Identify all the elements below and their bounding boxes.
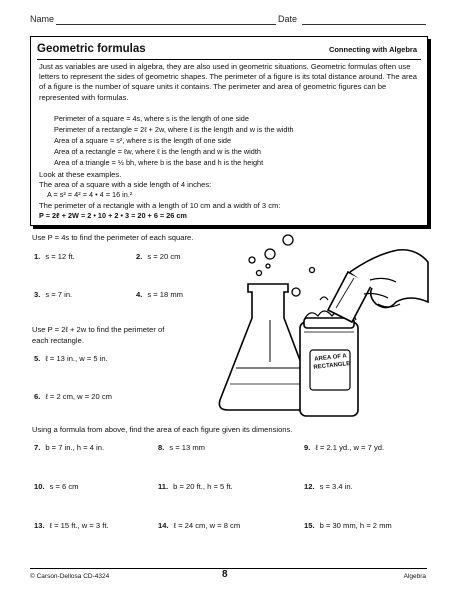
problem-number: 6. xyxy=(34,392,41,401)
section1-instruction: Use P = 4s to find the perimeter of each square. xyxy=(32,233,194,242)
section2-instruction: Use P = 2ℓ + 2w to find the perimeter of each rectangle. xyxy=(32,325,165,345)
date-label: Date xyxy=(278,14,298,24)
problem-3[interactable] xyxy=(34,290,72,299)
problem-text: b = 20 ft., h = 5 ft. xyxy=(173,482,233,491)
name-label: Name xyxy=(30,14,55,24)
problem-text: ℓ = 15 ft., w = 3 ft. xyxy=(49,521,109,530)
problem-number: 13. xyxy=(34,521,45,530)
problem-number: 7. xyxy=(34,443,41,452)
name-line[interactable] xyxy=(56,24,276,25)
formula-4: Area of a rectangle = ℓw, where ℓ is the length and w is the width xyxy=(54,147,261,156)
problem-number: 8. xyxy=(158,443,165,452)
problem-text: s = 7 in. xyxy=(45,290,73,299)
problem-10[interactable] xyxy=(34,482,78,491)
problem-9[interactable] xyxy=(304,443,384,452)
example-1-calc: A = s² = 4² = 4 • 4 = 16 in.² xyxy=(47,190,133,199)
formula-5: Area of a triangle = ½ bh, where b is the base and h is the height xyxy=(54,158,264,167)
example-2-text: The perimeter of a rectangle with a length of 10 cm and a width of 3 cm: xyxy=(39,201,281,210)
problem-text: ℓ = 13 in., w = 5 in. xyxy=(45,354,108,363)
problem-text: s = 20 cm xyxy=(147,252,181,261)
hand-with-beaker-icon xyxy=(328,250,428,322)
box-tag: Connecting with Algebra xyxy=(328,45,417,54)
problem-6[interactable] xyxy=(34,392,112,401)
problem-11[interactable] xyxy=(158,482,233,491)
problem-text: ℓ = 2 cm, w = 20 cm xyxy=(45,392,112,401)
problem-4[interactable] xyxy=(136,290,183,299)
box-title: Geometric formulas xyxy=(37,43,146,55)
problem-number: 2. xyxy=(136,252,143,261)
footer-divider xyxy=(30,568,427,569)
lab-illustration xyxy=(200,232,430,422)
footer-subject: Algebra xyxy=(403,573,426,580)
problem-1[interactable] xyxy=(34,252,75,261)
problem-number: 9. xyxy=(304,443,311,452)
page-number: 8 xyxy=(222,569,228,580)
problem-13[interactable] xyxy=(34,521,109,530)
problem-number: 5. xyxy=(34,354,41,363)
problem-text: s = 3.4 in. xyxy=(319,482,353,491)
problem-number: 12. xyxy=(304,482,315,491)
problem-text: b = 7 in., h = 4 in. xyxy=(45,443,105,452)
problem-5[interactable] xyxy=(34,354,108,363)
problem-7[interactable] xyxy=(34,443,104,452)
section3-instruction: Using a formula from above, find the area of each figure given its dimensions. xyxy=(32,425,293,434)
problem-text: s = 13 mm xyxy=(169,443,206,452)
problem-15[interactable] xyxy=(304,521,392,530)
formula-1: Perimeter of a square = 4s, where s is the length of one side xyxy=(54,114,249,123)
problem-text: ℓ = 24 cm, w = 8 cm xyxy=(173,521,241,530)
problem-number: 10. xyxy=(34,482,45,491)
problem-text: s = 18 mm xyxy=(147,290,184,299)
problem-12[interactable] xyxy=(304,482,353,491)
problem-text: s = 6 cm xyxy=(49,482,79,491)
problem-text: b = 30 mm, h = 2 mm xyxy=(319,521,392,530)
jar-label-text: AREA OF A RECTANGLE xyxy=(313,353,351,371)
formula-3: Area of a square = s², where s is the length of one side xyxy=(54,136,232,145)
problem-2[interactable] xyxy=(136,252,180,261)
problem-number: 14. xyxy=(158,521,169,530)
problem-number: 15. xyxy=(304,521,315,530)
look-text: Look at these examples. xyxy=(39,170,122,179)
problem-number: 3. xyxy=(34,290,41,299)
problem-number: 4. xyxy=(136,290,143,299)
footer-copyright: © Carson-Dellosa CD-4324 xyxy=(30,573,110,580)
formula-2: Perimeter of a rectangle = 2ℓ + 2w, where ℓ is the length and w is the width xyxy=(54,125,294,134)
problem-number: 11. xyxy=(158,482,169,491)
problem-text: ℓ = 2.1 yd., w = 7 yd. xyxy=(315,443,385,452)
box-divider xyxy=(37,59,421,60)
intro-paragraph: Just as variables are used in algebra, they are also used in geometric situations. Geometric formulas often use letters to represent the sides of geometric shapes. The perimeter of a figure is its total distance around. The area of a figure is the number of square units it contains. The perimeter and area of geometric figures can be represented with formulas. xyxy=(39,62,417,102)
date-line[interactable] xyxy=(302,24,426,25)
problem-14[interactable] xyxy=(158,521,240,530)
problem-8[interactable] xyxy=(158,443,205,452)
example-2-calc: P = 2ℓ + 2W = 2 • 10 + 2 • 3 = 20 + 6 = 26 cm xyxy=(39,211,187,220)
example-1-text: The area of a square with a side length of 4 inches: xyxy=(39,180,212,189)
problem-text: s = 12 ft. xyxy=(45,252,75,261)
problem-number: 1. xyxy=(34,252,41,261)
formula-box xyxy=(30,36,428,226)
